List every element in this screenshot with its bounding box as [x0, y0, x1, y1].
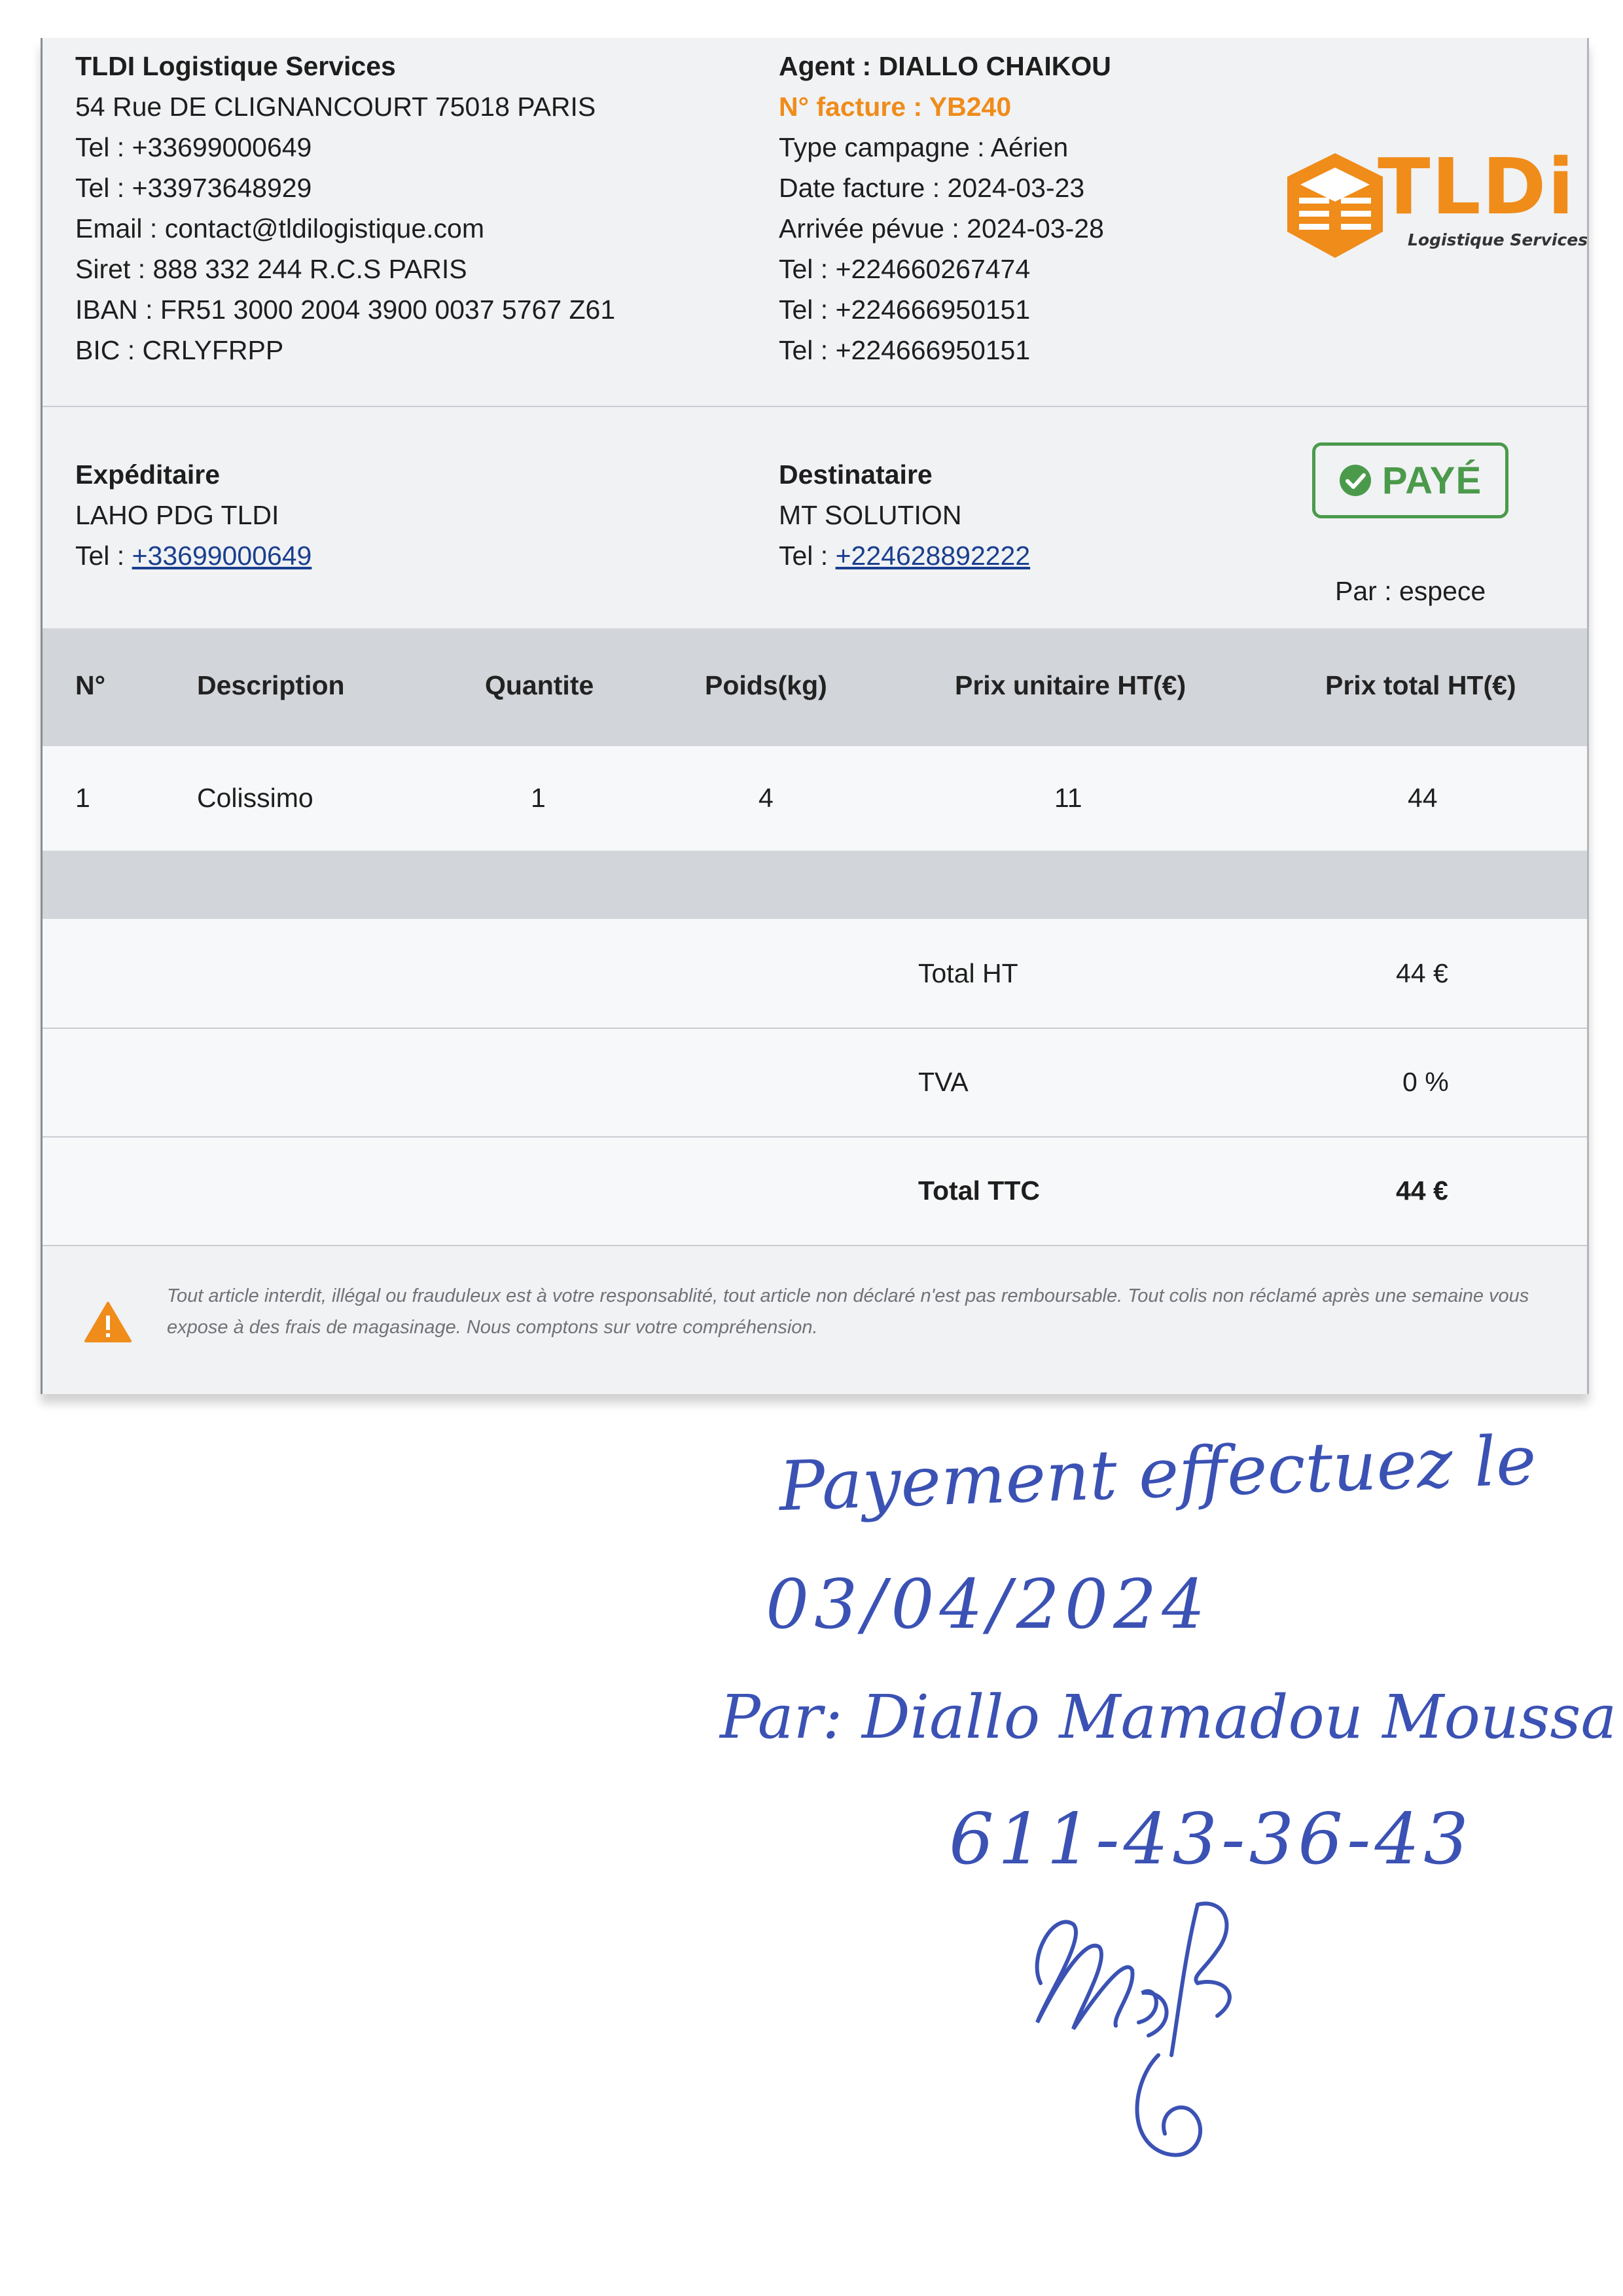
tva-label: TVA	[918, 1067, 969, 1097]
col-header-weight: Poids(kg)	[705, 670, 827, 700]
arrival-date: Arrivée pévue : 2024-03-28	[779, 213, 1104, 243]
check-circle-icon	[1339, 464, 1372, 497]
invoice-date: Date facture : 2024-03-23	[779, 173, 1085, 203]
sender-tel-label: Tel :	[75, 541, 132, 571]
total-ttc-value: 44 €	[1396, 1175, 1448, 1206]
total-ht-label: Total HT	[918, 958, 1018, 988]
disclaimer-text: Tout article interdit, illégal ou frauduleux est à votre responsablité, tout article non déclaré n'est pas remboursable. Tout colis non réclamé après une semaine vous expose à des frais de magasinage. Nous comptons sur votre compréhension.	[167, 1285, 1529, 1338]
recipient-tel-link[interactable]: +224628892222	[835, 541, 1031, 571]
invoice-sheet	[41, 38, 1589, 1394]
cell-quantity: 1	[531, 783, 546, 813]
cell-unit-price: 11	[1054, 783, 1082, 813]
agent-name: Agent : DIALLO CHAIKOU	[779, 51, 1111, 81]
cell-number: 1	[75, 783, 90, 813]
recipient-name: MT SOLUTION	[779, 500, 962, 530]
signature	[1001, 1885, 1276, 2166]
company-tel-1: Tel : +33699000649	[75, 132, 312, 162]
company-siret: Siret : 888 332 244 R.C.S PARIS	[75, 254, 467, 284]
total-ttc-label: Total TTC	[918, 1175, 1040, 1206]
cell-description: Colissimo	[197, 783, 313, 813]
sender-tel-link[interactable]: +33699000649	[132, 541, 312, 571]
recipient-heading: Destinataire	[779, 459, 933, 490]
logo-subtitle: Logistique Services	[1408, 230, 1588, 249]
col-header-quantity: Quantite	[485, 670, 594, 700]
cell-weight: 4	[758, 783, 774, 813]
divider	[43, 1245, 1587, 1246]
col-header-description: Description	[197, 670, 345, 700]
payment-method: Par : espece	[1335, 576, 1486, 606]
company-iban: IBAN : FR51 3000 2004 3900 0037 5767 Z61	[75, 295, 616, 325]
tva-value: 0 %	[1402, 1067, 1449, 1097]
warning-icon	[84, 1301, 132, 1343]
company-name: TLDI Logistique Services	[75, 51, 396, 81]
table-spacer	[43, 851, 1587, 919]
tva-row	[43, 1029, 1587, 1136]
campaign-type: Type campagne : Aérien	[779, 132, 1069, 162]
company-logo	[1279, 141, 1588, 266]
agent-tel-2: Tel : +224666950151	[779, 295, 1031, 325]
company-tel-2: Tel : +33973648929	[75, 173, 312, 203]
agent-tel-1: Tel : +224660267474	[779, 254, 1031, 284]
sender-name: LAHO PDG TLDI	[75, 500, 279, 530]
recipient-tel	[779, 535, 1030, 576]
paid-stamp	[1312, 442, 1508, 518]
company-email: Email : contact@tldilogistique.com	[75, 213, 484, 243]
col-header-total-price: Prix total HT(€)	[1325, 670, 1516, 700]
paid-status: PAYÉ	[1382, 459, 1482, 502]
divider	[43, 406, 1587, 407]
logo-text: TLDi	[1378, 141, 1576, 232]
col-header-number: N°	[75, 670, 106, 700]
col-header-unit-price: Prix unitaire HT(€)	[955, 670, 1186, 700]
recipient-tel-label: Tel :	[779, 541, 836, 571]
cell-total-price: 44	[1408, 783, 1438, 813]
invoice-number: N° facture : YB240	[779, 92, 1012, 122]
total-ht-value: 44 €	[1396, 958, 1448, 988]
agent-tel-3: Tel : +224666950151	[779, 335, 1031, 365]
sender-tel	[75, 535, 312, 576]
company-bic: BIC : CRLYFRPP	[75, 335, 284, 365]
handwritten-line-1: Payement effectuez le	[777, 1420, 1538, 1527]
handwritten-line-2: 03/04/2024	[766, 1564, 1211, 1644]
handwritten-line-3: Par: Diallo Mamadou Moussa	[720, 1682, 1617, 1752]
sender-heading: Expéditaire	[75, 459, 221, 490]
total-ht-row	[43, 919, 1587, 1028]
handwritten-line-4: 611-43-36-43	[949, 1799, 1472, 1880]
total-ttc-row	[43, 1138, 1587, 1245]
company-address: 54 Rue DE CLIGNANCOURT 75018 PARIS	[75, 92, 596, 122]
